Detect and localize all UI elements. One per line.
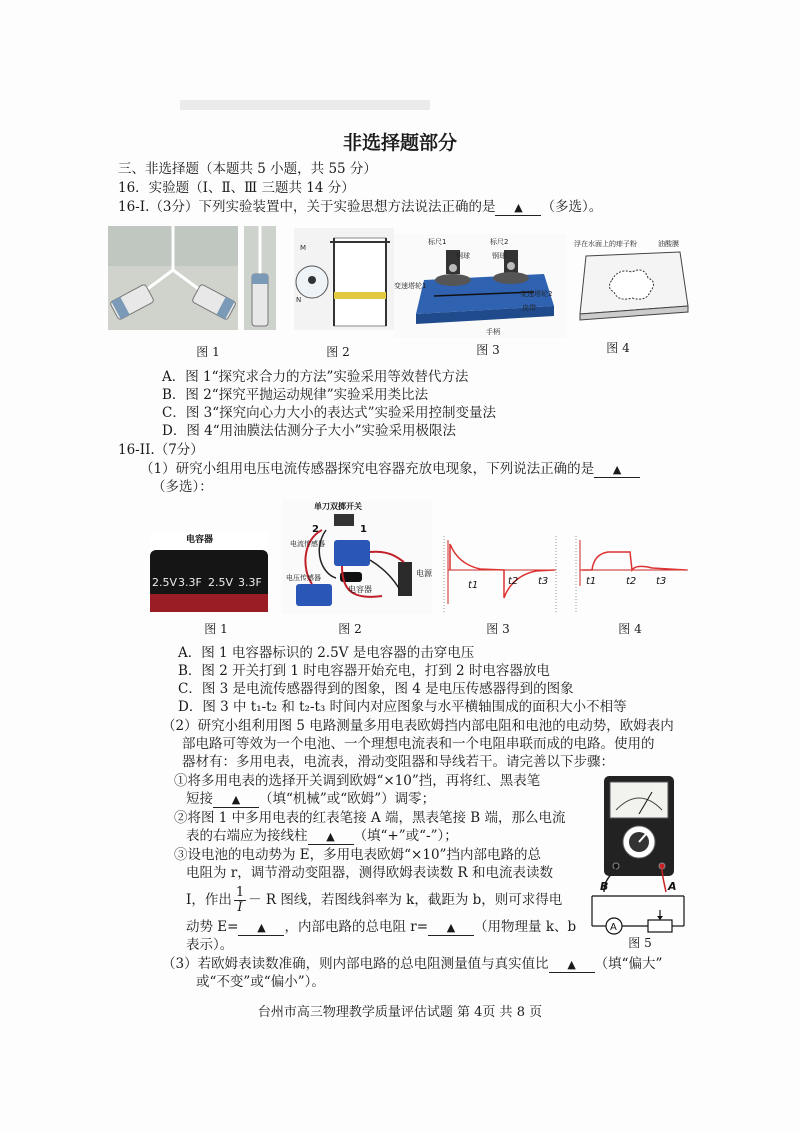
q16-1-figure-2-caption: 图 2 [326,345,350,359]
figure-4-oil-film-tray-image [572,236,692,326]
step-1-line-1: ①将多用电表的选择开关调到欧姆“×10”挡，再将红、黑表笔 [174,773,541,789]
fig3-label-handle: 手柄 [486,328,500,336]
q16-1-figure-4-caption: 图 4 [606,341,630,355]
step-3-emf-prefix: 动势 E= [186,919,239,935]
step-1-prefix: 短接 [186,791,213,807]
q16-1-option-c[interactable]: C．图 3“探究向心力大小的表达式”实验采用控制变量法 [162,405,497,421]
section-heading: 三、非选择题（本题共 5 小题，共 55 分） [118,161,377,177]
svg-text:N: N [296,296,302,304]
fig1-label-capacitor: 电容器 [186,535,214,545]
fig3-t2-label: t2 [508,576,519,587]
fig1-cap-capacity-2: 3.3F [238,576,262,589]
fig4-label-powder: 浮在水面上的痱子粉 [574,240,637,248]
q16-1-stem [118,198,602,216]
question-16-title: 16．实验题（Ⅰ、Ⅱ、Ⅲ 三题共 14 分） [118,180,355,196]
figure-1-vertical-scale-image [244,226,276,330]
figure-3-centripetal-force-apparatus-image [394,234,566,338]
q16-1-figure-3-caption: 图 3 [476,343,500,357]
step-2-line-1: ②将图 1 中多用电表的红表笔接 A 端，黑表笔接 B 端，那么电流 [174,810,566,826]
answer-blank-resistance[interactable]: ▲ [428,921,474,936]
q16-1-option-b[interactable]: B．图 2“探究平抛运动规律”实验采用类比法 [162,387,429,403]
svg-text:M: M [300,244,307,252]
fraction-numerator: 1 [235,885,245,900]
fig2-label-pos-2: 2 [312,524,319,535]
fig3-t1-label: t1 [468,580,479,591]
fig3-label-pulley-2: 变速塔轮2 [520,290,553,298]
fig2-label-pos-1: 1 [360,524,367,535]
fig3-t3-label: t3 [538,576,549,587]
fig1-cap-capacity-1: 3.3F [178,576,202,589]
fig3-label-pulley-1: 变速塔轮1 [394,282,427,290]
q16-2-option-c[interactable]: C．图 3 是电流传感器得到的图象，图 4 是电压传感器得到的图象 [178,681,574,697]
answer-blank[interactable]: ▲ [495,201,541,216]
q16-2-option-d[interactable]: D．图 3 中 t₁-t₂ 和 t₂-t₃ 时间内对应图象与水平横轴围成的面积大小不相等 [178,699,627,715]
answer-blank[interactable]: ▲ [594,463,640,478]
q16-1-stem-prefix: 16-I.（3分）下列实验装置中，关于实验思想方法说法正确的是 [118,199,496,215]
q16-2-figure-2-circuit-photo [282,500,432,614]
step-3-prefix: I，作出 [186,892,232,908]
step-3-line-1: ③设电池的电动势为 E，多用电表欧姆“×10”挡内部电路的总 [174,847,541,863]
figure-5-caption: 图 5 [628,936,652,950]
page-footer: 台州市高三物理教学质量评估试题 第 4页 共 8 页 [257,1005,543,1020]
fig4-t3-label: t3 [656,576,667,587]
q16-2-figure-1-capacitors-image [150,532,268,612]
q16-1-option-d[interactable]: D．图 4“用油膜法估测分子大小”实验采用极限法 [162,423,457,439]
fig2-label-voltage-sensor: 电压传感器 [286,574,321,582]
step-3-emf-suffix: （用物理量 k、b [474,919,577,935]
q16-1-option-a[interactable]: A．图 1“探究求合力的方法”实验采用等效替代方法 [162,369,469,385]
figure-5-multimeter-circuit [584,770,694,942]
part3-suffix: （填“偏大” [594,956,663,972]
q16-2-figure-3-current-graph [440,534,560,616]
answer-blank[interactable]: ▲ [213,793,259,808]
figure-1-spring-scales-image [108,226,238,330]
fig4-t2-label: t2 [626,576,637,587]
fig4-t1-label: t1 [586,576,597,587]
step-2-suffix: （填“+”或“-”）； [353,828,458,844]
fig3-label-ball-2: 钢球 [492,252,506,260]
step-3-emf-middle: ，内部电路的总电阻 r= [284,919,429,935]
step-3-line-5: 表示）。 [186,937,234,953]
step-3-line-2: 电阻为 r，调节滑动变阻器，测得欧姆表读数 R 和电流表读数 [186,865,553,881]
fig2-label-current-sensor: 电流传感器 [290,540,325,548]
answer-blank[interactable]: ▲ [308,830,354,845]
fig3-label-ruler-2: 标尺2 [490,238,509,246]
fig2-label-power: 电源 [416,569,432,578]
faded-header-line [180,100,430,110]
one-over-i-fraction [234,886,246,915]
q16-2-part1-suffix: （多选）： [152,479,213,495]
fig3-label-belt: 皮带 [522,304,536,312]
q16-2-figure-2-caption: 图 2 [338,622,362,636]
answer-blank-emf[interactable]: ▲ [238,921,284,936]
fig3-label-ruler-1: 标尺1 [428,238,447,246]
step-1-suffix: （填“机械”或“欧姆”）调零； [259,791,436,807]
q16-2-option-a[interactable]: A．图 1 电容器标识的 2.5V 是电容器的击穿电压 [178,645,475,661]
terminal-b-label: B [600,880,609,893]
q16-2-figure-4-caption: 图 4 [618,622,642,636]
part3-prefix: （3）若欧姆表读数准确，则内部电路的总电阻测量值与真实值比 [162,956,549,972]
q16-2-part3-line-1 [162,955,662,973]
q16-2-part1-text: （1）研究小组用电压电流传感器探究电容器充放电现象，下列说法正确的是 [140,461,595,477]
step-3-middle: － R 图线，若图线斜率为 k，截距为 b，则可求得电 [248,892,563,908]
ammeter-symbol-label: A [610,922,617,933]
q16-1-stem-suffix: （多选）。 [541,199,603,215]
fig4-label-oil-film: 油酸膜 [658,240,679,248]
fig2-label-capacitor: 电容器 [348,585,372,594]
step-1-line-2 [186,790,435,808]
q16-2-part3-line-2: 或“不变”或“偏小”）。 [196,974,325,990]
q16-2-part2-line-3: 器材有：多用电表，电流表，滑动变阻器和导线若干。请完善以下步骤： [182,754,614,770]
terminal-a-label: A [668,880,677,893]
q16-2-part1-stem [140,460,640,478]
fig2-label-switch: 单刀双掷开关 [314,502,362,511]
q16-2-figure-4-voltage-graph [572,534,690,616]
fig1-cap-voltage-1: 2.5V [152,576,178,589]
page-title: 非选择题部分 [342,132,457,154]
q16-2-part2-line-1: （2）研究小组利用图 5 电路测量多用电表欧姆挡内部电阻和电池的电动势，欧姆表内 [162,718,674,734]
figure-2-projectile-apparatus-image [294,228,394,330]
fig3-label-ball-1: 钢球 [456,252,470,260]
q16-2-figure-3-caption: 图 3 [486,622,510,636]
step-3-line-3 [186,884,562,916]
answer-blank[interactable]: ▲ [549,958,595,973]
fraction-denominator: I [237,900,243,915]
q16-2-part2-line-2: 部电路可等效为一个电池、一个理想电流表和一个电阻串联而成的电路。使用的 [182,736,655,752]
q16-2-option-b[interactable]: B．图 2 开关打到 1 时电容器开始充电，打到 2 时电容器放电 [178,663,550,679]
fig1-cap-voltage-2: 2.5V [208,576,234,589]
q16-1-figure-1-caption: 图 1 [196,345,220,359]
step-2-line-2 [186,827,458,845]
q16-2-figure-1-caption: 图 1 [204,622,228,636]
q16-2-label: 16-II.（7分） [118,442,204,458]
step-3-line-4 [186,918,576,936]
step-2-prefix: 表的右端应为接线柱 [186,828,308,844]
